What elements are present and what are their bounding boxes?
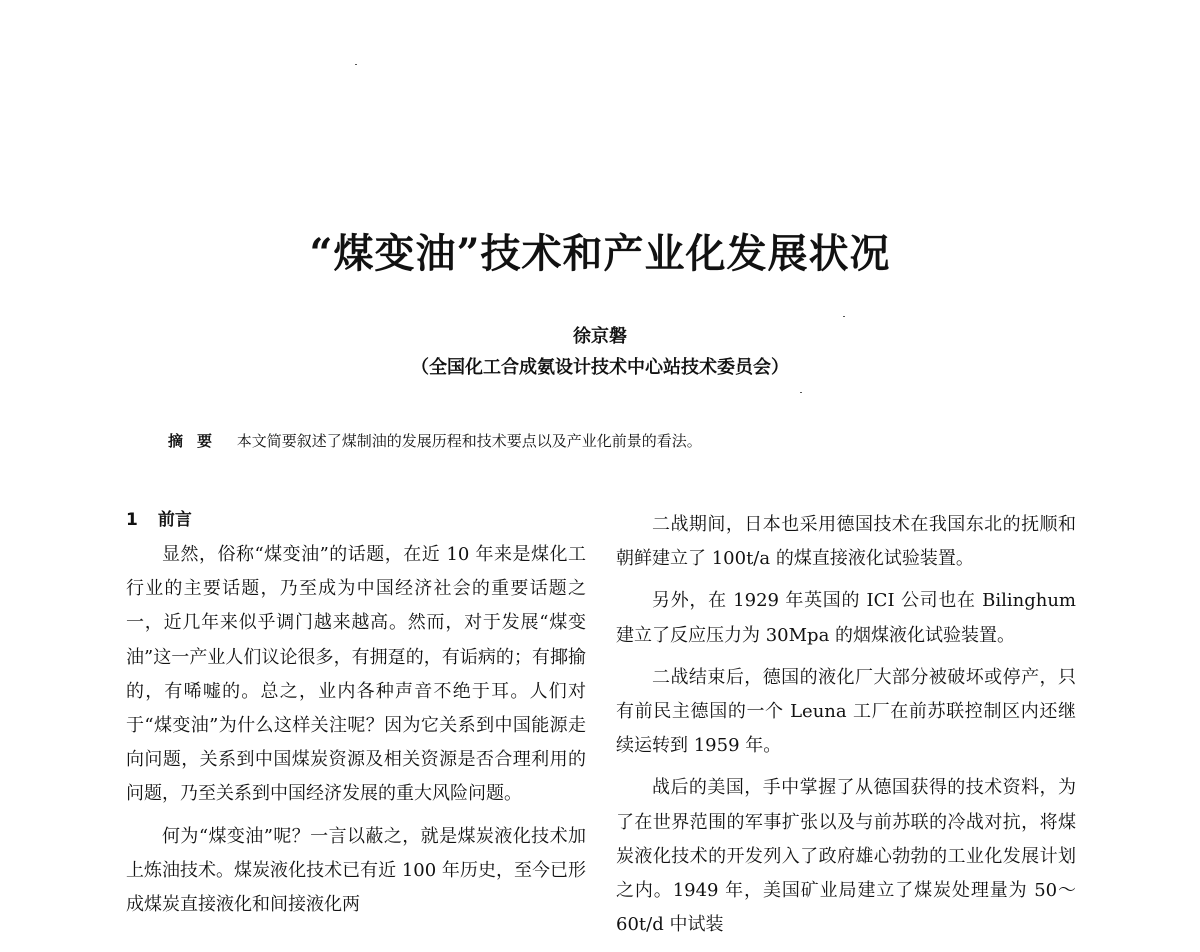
body-paragraph: 战后的美国，手中掌握了从德国获得的技术资料，为了在世界范围的军事扩张以及与前苏联的冷战对抗，将煤炭液化技术的开发列入了政府雄心勃勃的工业化发展计划之内。1949 年，美国矿业局建立了煤炭处理量为 50～60t/d 中试装 bbox=[616, 777, 1076, 936]
body-paragraph: 二战期间，日本也采用德国技术在我国东北的抚顺和朝鲜建立了 100t/a 的煤直接液化试验装置。 bbox=[616, 514, 1076, 570]
scan-speck bbox=[355, 64, 357, 65]
abstract-label: 摘要 bbox=[168, 432, 227, 450]
scan-speck bbox=[843, 316, 845, 317]
body-paragraph: 另外，在 1929 年英国的 ICI 公司也在 Bilinghum 建立了反应压力为 30Mpa 的烟煤液化试验装置。 bbox=[616, 590, 1076, 646]
article-title: “煤变油”技术和产业化发展状况 bbox=[309, 230, 891, 277]
scan-speck bbox=[800, 392, 802, 393]
abstract-text: 本文简要叙述了煤制油的发展历程和技术要点以及产业化前景的看法。 bbox=[236, 432, 702, 450]
author-name: 徐京磐 bbox=[573, 326, 627, 347]
section-title: 前言 bbox=[157, 510, 192, 530]
section-number: 1 bbox=[126, 510, 138, 530]
body-paragraph: 二战结束后，德国的液化厂大部分被破坏或停产，只有前民主德国的一个 Leuna 工厂在前苏联控制区内还继续运转到 1959 年。 bbox=[616, 666, 1076, 757]
body-paragraph: 显然，俗称“煤变油”的话题，在近 10 年来是煤化工行业的主要话题，乃至成为中国经济社会的重要话题之一，近几年来似乎调门越来越高。然而，对于发展“煤变油”这一产业人们议论很多，有拥趸的，有诟病的；有揶揄的，有唏嘘的。总之，业内各种声音不绝于耳。人们对于“煤变油”为什么这样关注呢？因为它关系到中国能源走向问题，关系到中国煤炭资源及相关资源是否合理利用的问题，乃至关系到中国经济发展的重大风险问题。 bbox=[126, 544, 586, 805]
author-affiliation: （全国化工合成氨设计技术中心站技术委员会） bbox=[411, 357, 789, 378]
right-column bbox=[616, 508, 1076, 942]
section-heading bbox=[126, 508, 586, 532]
left-column bbox=[126, 508, 586, 922]
abstract bbox=[168, 430, 1068, 451]
body-paragraph: 何为“煤变油”呢？一言以蔽之，就是煤炭液化技术加上炼油技术。煤炭液化技术已有近 100 年历史，至今已形成煤炭直接液化和间接液化两 bbox=[126, 825, 586, 916]
